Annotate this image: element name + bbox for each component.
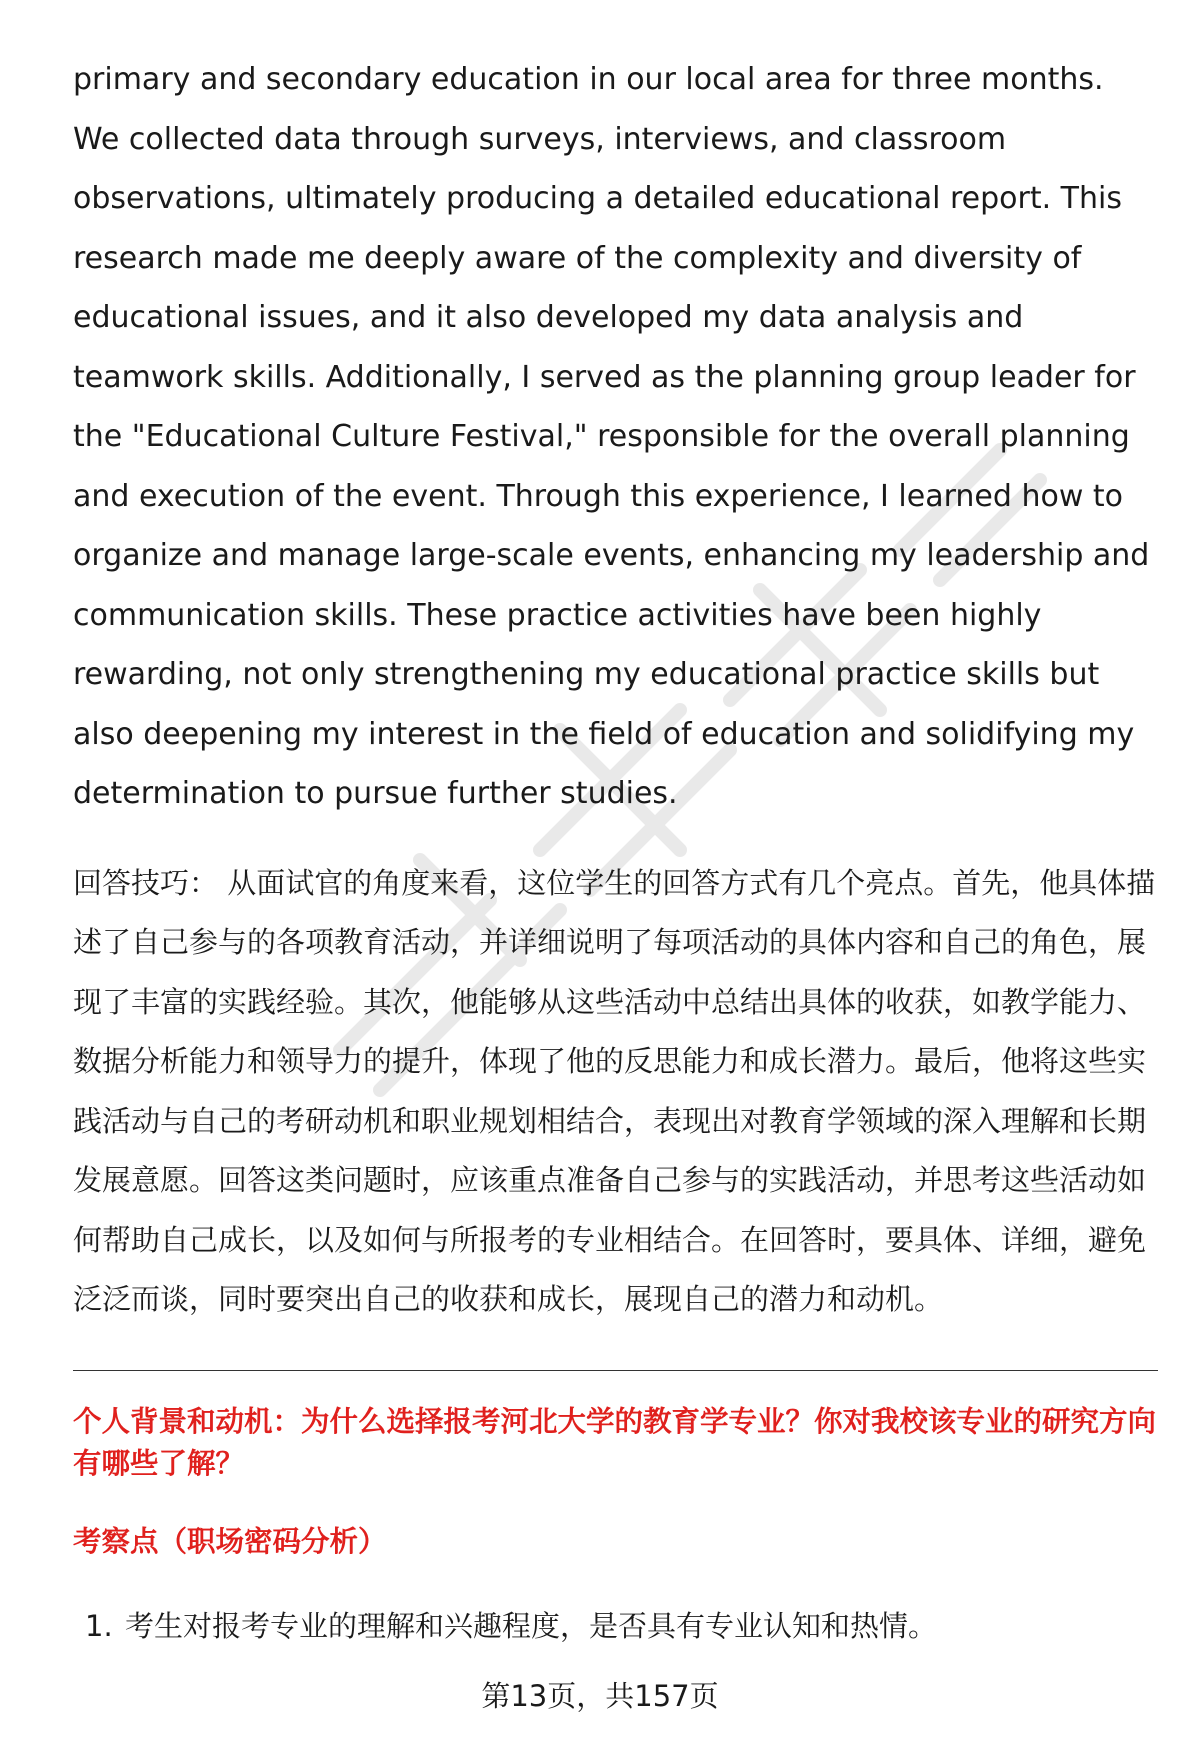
list-item-number: 1. bbox=[85, 1608, 113, 1643]
question-heading: 个人背景和动机：为什么选择报考河北大学的教育学专业？你对我校该专业的研究方向有哪些了解？ bbox=[73, 1404, 1157, 1480]
assessment-list bbox=[73, 1605, 1158, 1647]
list-item bbox=[73, 1605, 1158, 1647]
assessment-heading: 考察点（职场密码分析） bbox=[73, 1524, 387, 1558]
page-number-footer: 第13页，共157页 bbox=[481, 1679, 719, 1713]
answer-tips-paragraph: 回答技巧： 从面试官的角度来看，这位学生的回答方式有几个亮点。首先，他具体描述了自己参与的各项教育活动，并详细说明了每项活动的具体内容和自己的角色，展现了丰富的实践经验。其次，他能够从这些活动中总结出具体的收获，如教学能力、数据分析能力和领导力的提升，体现了他的反思能力和成长潜力。最后，他将这些实践活动与自己的考研动机和职业规划相结合，表现出对教育学领域的深入理解和长期发展意愿。回答这类问题时，应该重点准备自己参与的实践活动，并思考这些活动如何帮助自己成长，以及如何与所报考的专业相结合。在回答时，要具体、详细，避免泛泛而谈，同时要突出自己的收获和成长，展现自己的潜力和动机。 bbox=[73, 865, 1156, 1316]
section-divider bbox=[73, 1370, 1158, 1371]
list-item-text: 考生对报考专业的理解和兴趣程度，是否具有专业认知和热情。 bbox=[125, 1608, 938, 1643]
answer-paragraph: primary and secondary education in our local area for three months. We collected data through surveys, interviews, and classroom observations, ultimately producing a detailed educational report. This research made me deeply aware of the complexity and diversity of educational issues, and it also developed my data analysis and teamwork skills. Additionally, I served as the planning group leader for the "Educational Culture Festival," responsible for the overall planning and execution of the event. Through this experience, I learned how to organize and manage large-scale events, enhancing my leadership and communication skills. These practice activities have been highly rewarding, not only strengthening my educational practice skills but also deepening my interest in the field of education and solidifying my determination to pursue further studies. bbox=[73, 62, 1150, 811]
main-content bbox=[73, 50, 1158, 1647]
